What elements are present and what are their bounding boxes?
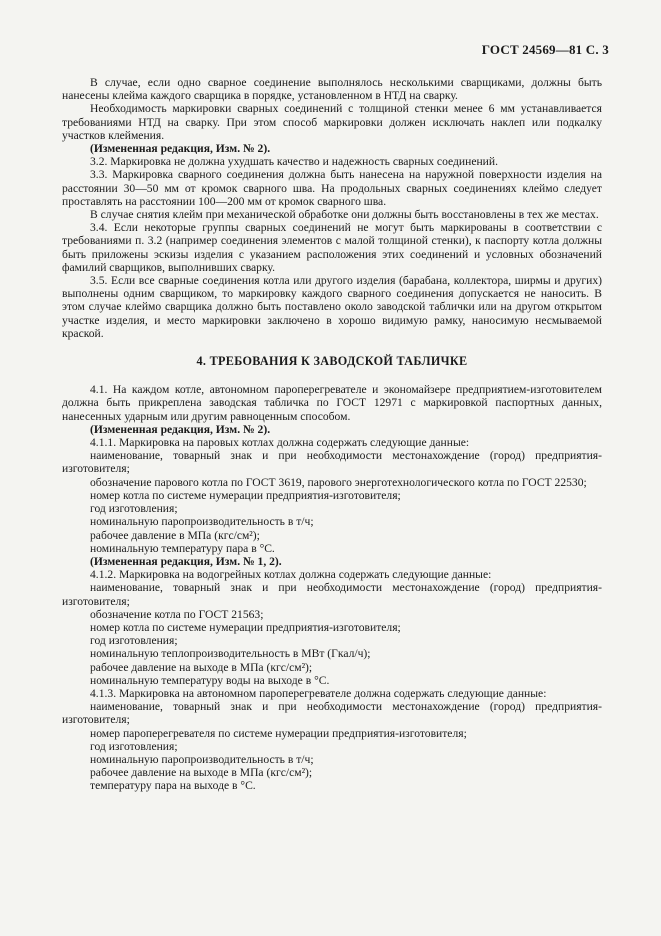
paragraph: год изготовления; bbox=[90, 502, 178, 516]
paragraph: 3.2. Маркировка не должна ухудшать качество и надежность сварных соединений. bbox=[90, 155, 498, 169]
paragraph: Необходимость маркировки сварных соединений с толщиной стенки менее 6 мм устанавливается требованиями НТД на сварку. При этом способ маркировки должен исключать наклеп или подкалку участков клеймения. bbox=[62, 102, 602, 142]
paragraph: год изготовления; bbox=[90, 739, 178, 753]
paragraph: рабочее давление на выходе в МПа (кгс/см²); bbox=[90, 660, 313, 674]
paragraph: обозначение парового котла по ГОСТ 3619, парового энерготехнологического котла по ГОСТ 22530; bbox=[90, 475, 587, 489]
paragraph: 4.1.1. Маркировка на паровых котлах должна содержать следующие данные: bbox=[90, 436, 470, 450]
amendment-note: (Измененная редакция, Изм. № 1, 2). bbox=[90, 554, 282, 568]
paragraph: В случае снятия клейм при механической обработке они должны быть восстановлены в тех же местах. bbox=[90, 208, 599, 222]
paragraph: номинальную паропроизводительность в т/ч; bbox=[90, 752, 314, 766]
paragraph: номинальную температуру воды на выходе в °С. bbox=[90, 673, 330, 687]
paragraph: 3.4. Если некоторые группы сварных соединений не могут быть маркированы в соответствии с требованиями п. 3.2 (например соединения элементов с малой толщиной стенки), к паспорту котла должны быть приложены эскизы изделия с указанием расположения этих соединений и условных обозначений фамилий сварщиков, выполнивших сварку. bbox=[62, 221, 602, 274]
paragraph: наименование, товарный знак и при необходимости местонахождение (город) предприятия-изготовителя; bbox=[62, 581, 602, 608]
paragraph: рабочее давление в МПа (кгс/см²); bbox=[90, 528, 260, 542]
paragraph: номер котла по системе нумерации предприятия-изготовителя; bbox=[90, 620, 401, 634]
paragraph: номинальную паропроизводительность в т/ч; bbox=[90, 515, 314, 529]
page-header: ГОСТ 24569—81 С. 3 bbox=[481, 42, 609, 57]
paragraph: 4.1.2. Маркировка на водогрейных котлах должна содержать следующие данные: bbox=[90, 568, 492, 582]
paragraph: номер котла по системе нумерации предприятия-изготовителя; bbox=[90, 488, 401, 502]
paragraph: номинальную теплопроизводительность в МВт (Гкал/ч); bbox=[90, 647, 371, 661]
paragraph: 4.1. На каждом котле, автономном пароперегревателе и экономайзере предприятием-изготовителем должна быть прикреплена заводская табличка по ГОСТ 12971 с маркировкой паспортных данных, нанесенных ударным или другим равноценным способом. bbox=[62, 383, 602, 423]
paragraph: рабочее давление на выходе в МПа (кгс/см²); bbox=[90, 766, 313, 780]
paragraph: температуру пара на выходе в °С. bbox=[90, 779, 256, 793]
paragraph: В случае, если одно сварное соединение выполнялось несколькими сварщиками, должны быть нанесены клейма каждого сварщика в порядке, установленном в НТД на сварку. bbox=[62, 76, 602, 103]
amendment-note: (Измененная редакция, Изм. № 2). bbox=[90, 422, 271, 436]
paragraph: 3.3. Маркировка сварного соединения должна быть нанесена на наружной поверхности изделия на расстоянии 30—50 мм от кромок сварного шва. На продольных сварных соединениях клеймо следует проставлять на расстоянии 100—200 мм от кромок сварного шва. bbox=[62, 168, 602, 208]
paragraph: год изготовления; bbox=[90, 634, 178, 648]
paragraph: номинальную температуру пара в °С. bbox=[90, 541, 275, 555]
document-body bbox=[62, 76, 602, 793]
paragraph: номер пароперегревателя по системе нумерации предприятия-изготовителя; bbox=[90, 726, 467, 740]
section-3-continuation bbox=[62, 76, 602, 340]
amendment-note: (Измененная редакция, Изм. № 2). bbox=[90, 142, 271, 156]
paragraph: наименование, товарный знак и при необходимости местонахождение (город) предприятия-изготовителя; bbox=[62, 700, 602, 727]
paragraph: наименование, товарный знак и при необходимости местонахождение (город) предприятия-изготовителя; bbox=[62, 449, 602, 476]
paragraph: 4.1.3. Маркировка на автономном пароперегревателе должна содержать следующие данные: bbox=[90, 686, 547, 700]
paragraph: 3.5. Если все сварные соединения котла или другого изделия (барабана, коллектора, ширмы и других) выполнены одним сварщиком, то маркировку каждого сварного соединения допускается не наносить. В этом случае клеймо сварщика должно быть поставлено около заводской таблички или на другом открытом участке изделия, и место маркировки заключено в хорошо видимую рамку, наносимую несмываемой краской. bbox=[62, 274, 602, 340]
section-title: 4. ТРЕБОВАНИЯ К ЗАВОДСКОЙ ТАБЛИЧКЕ bbox=[196, 354, 468, 369]
section-4 bbox=[62, 383, 602, 792]
paragraph: обозначение котла по ГОСТ 21563; bbox=[90, 607, 264, 621]
